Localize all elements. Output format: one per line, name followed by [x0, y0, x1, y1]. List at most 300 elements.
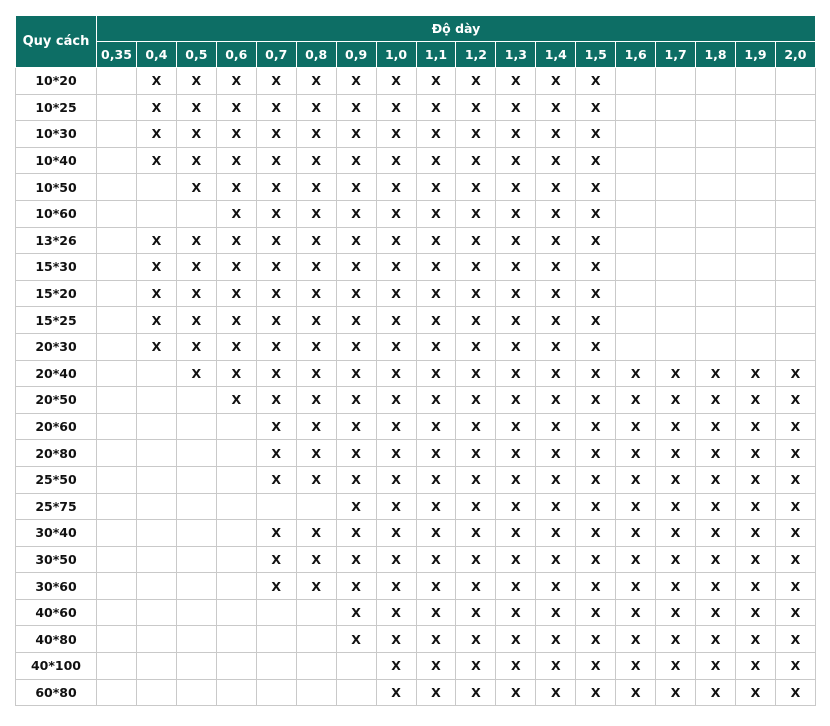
- table-row: [16, 440, 816, 467]
- empty-cell: [775, 254, 815, 281]
- availability-mark-cell: X: [496, 333, 536, 360]
- availability-mark-cell: X: [136, 280, 176, 307]
- availability-mark-cell: X: [496, 147, 536, 174]
- spec-label-cell: 40*80: [16, 626, 97, 653]
- availability-mark-cell: X: [456, 94, 496, 121]
- empty-cell: [97, 493, 137, 520]
- availability-mark-cell: X: [416, 520, 456, 547]
- empty-cell: [176, 573, 216, 600]
- availability-mark-cell: X: [656, 573, 696, 600]
- empty-cell: [616, 280, 656, 307]
- header-row-group: [16, 16, 816, 42]
- availability-mark-cell: X: [256, 174, 296, 201]
- availability-mark-cell: X: [456, 280, 496, 307]
- availability-mark-cell: X: [576, 147, 616, 174]
- availability-mark-cell: X: [336, 440, 376, 467]
- spec-label-cell: 10*40: [16, 147, 97, 174]
- empty-cell: [256, 493, 296, 520]
- thickness-header-cell: 0,6: [216, 42, 256, 68]
- availability-mark-cell: X: [416, 493, 456, 520]
- availability-mark-cell: X: [775, 573, 815, 600]
- availability-mark-cell: X: [176, 227, 216, 254]
- availability-mark-cell: X: [176, 280, 216, 307]
- availability-mark-cell: X: [416, 254, 456, 281]
- availability-mark-cell: X: [616, 466, 656, 493]
- empty-cell: [775, 333, 815, 360]
- availability-mark-cell: X: [376, 679, 416, 706]
- empty-cell: [136, 626, 176, 653]
- empty-cell: [216, 546, 256, 573]
- availability-mark-cell: X: [496, 280, 536, 307]
- spec-label-cell: 25*75: [16, 493, 97, 520]
- table-row: [16, 599, 816, 626]
- availability-mark-cell: X: [256, 333, 296, 360]
- table-row: [16, 307, 816, 334]
- availability-mark-cell: X: [376, 546, 416, 573]
- empty-cell: [736, 94, 776, 121]
- spec-column-header: Quy cách: [16, 16, 97, 68]
- table-row: [16, 493, 816, 520]
- empty-cell: [97, 280, 137, 307]
- availability-mark-cell: X: [496, 599, 536, 626]
- availability-mark-cell: X: [416, 387, 456, 414]
- availability-mark-cell: X: [656, 466, 696, 493]
- availability-mark-cell: X: [456, 121, 496, 148]
- availability-mark-cell: X: [376, 573, 416, 600]
- availability-mark-cell: X: [536, 333, 576, 360]
- availability-mark-cell: X: [336, 626, 376, 653]
- table-row: [16, 466, 816, 493]
- availability-mark-cell: X: [456, 573, 496, 600]
- availability-mark-cell: X: [456, 68, 496, 95]
- thickness-header-cell: 1,6: [616, 42, 656, 68]
- spec-label-cell: 20*80: [16, 440, 97, 467]
- availability-mark-cell: X: [616, 493, 656, 520]
- empty-cell: [616, 333, 656, 360]
- availability-mark-cell: X: [456, 307, 496, 334]
- table-row: [16, 573, 816, 600]
- availability-mark-cell: X: [656, 440, 696, 467]
- availability-mark-cell: X: [336, 546, 376, 573]
- availability-mark-cell: X: [336, 68, 376, 95]
- availability-mark-cell: X: [416, 121, 456, 148]
- empty-cell: [616, 254, 656, 281]
- availability-mark-cell: X: [736, 493, 776, 520]
- empty-cell: [696, 174, 736, 201]
- availability-mark-cell: X: [216, 387, 256, 414]
- empty-cell: [97, 573, 137, 600]
- availability-mark-cell: X: [496, 653, 536, 680]
- availability-mark-cell: X: [456, 653, 496, 680]
- availability-mark-cell: X: [336, 493, 376, 520]
- availability-mark-cell: X: [656, 493, 696, 520]
- empty-cell: [136, 440, 176, 467]
- empty-cell: [216, 466, 256, 493]
- availability-mark-cell: X: [576, 174, 616, 201]
- availability-mark-cell: X: [576, 121, 616, 148]
- availability-mark-cell: X: [775, 626, 815, 653]
- availability-mark-cell: X: [136, 227, 176, 254]
- availability-mark-cell: X: [576, 307, 616, 334]
- availability-mark-cell: X: [616, 520, 656, 547]
- availability-mark-cell: X: [456, 520, 496, 547]
- availability-mark-cell: X: [296, 227, 336, 254]
- empty-cell: [775, 174, 815, 201]
- thickness-header-cell: 1,5: [576, 42, 616, 68]
- availability-mark-cell: X: [456, 360, 496, 387]
- availability-mark-cell: X: [416, 307, 456, 334]
- table-header: [16, 16, 816, 68]
- availability-mark-cell: X: [256, 200, 296, 227]
- availability-mark-cell: X: [775, 493, 815, 520]
- empty-cell: [696, 94, 736, 121]
- availability-mark-cell: X: [376, 440, 416, 467]
- empty-cell: [256, 653, 296, 680]
- availability-mark-cell: X: [296, 520, 336, 547]
- table-row: [16, 333, 816, 360]
- availability-mark-cell: X: [496, 679, 536, 706]
- thickness-header-cell: 1,4: [536, 42, 576, 68]
- availability-mark-cell: X: [136, 254, 176, 281]
- empty-cell: [97, 626, 137, 653]
- empty-cell: [176, 466, 216, 493]
- empty-cell: [336, 679, 376, 706]
- empty-cell: [176, 520, 216, 547]
- availability-mark-cell: X: [696, 679, 736, 706]
- empty-cell: [616, 147, 656, 174]
- empty-cell: [696, 68, 736, 95]
- availability-mark-cell: X: [336, 307, 376, 334]
- availability-mark-cell: X: [376, 174, 416, 201]
- availability-mark-cell: X: [336, 174, 376, 201]
- availability-mark-cell: X: [775, 440, 815, 467]
- empty-cell: [656, 68, 696, 95]
- empty-cell: [176, 679, 216, 706]
- availability-mark-cell: X: [536, 387, 576, 414]
- empty-cell: [256, 679, 296, 706]
- availability-mark-cell: X: [616, 626, 656, 653]
- empty-cell: [136, 466, 176, 493]
- availability-mark-cell: X: [576, 466, 616, 493]
- availability-mark-cell: X: [376, 121, 416, 148]
- availability-mark-cell: X: [296, 360, 336, 387]
- availability-mark-cell: X: [216, 227, 256, 254]
- availability-mark-cell: X: [456, 546, 496, 573]
- availability-mark-cell: X: [576, 227, 616, 254]
- empty-cell: [775, 200, 815, 227]
- availability-mark-cell: X: [576, 94, 616, 121]
- empty-cell: [696, 254, 736, 281]
- availability-mark-cell: X: [416, 68, 456, 95]
- availability-mark-cell: X: [176, 254, 216, 281]
- availability-mark-cell: X: [256, 94, 296, 121]
- availability-mark-cell: X: [576, 440, 616, 467]
- empty-cell: [696, 121, 736, 148]
- availability-mark-cell: X: [576, 68, 616, 95]
- availability-mark-cell: X: [296, 68, 336, 95]
- availability-mark-cell: X: [696, 413, 736, 440]
- availability-mark-cell: X: [376, 653, 416, 680]
- availability-mark-cell: X: [536, 679, 576, 706]
- empty-cell: [696, 227, 736, 254]
- spec-label-cell: 15*25: [16, 307, 97, 334]
- empty-cell: [176, 413, 216, 440]
- empty-cell: [256, 626, 296, 653]
- availability-mark-cell: X: [536, 174, 576, 201]
- availability-mark-cell: X: [736, 413, 776, 440]
- empty-cell: [136, 679, 176, 706]
- table-body: [16, 68, 816, 706]
- empty-cell: [176, 653, 216, 680]
- availability-mark-cell: X: [456, 679, 496, 706]
- empty-cell: [736, 200, 776, 227]
- availability-mark-cell: X: [376, 387, 416, 414]
- availability-mark-cell: X: [456, 174, 496, 201]
- availability-mark-cell: X: [536, 573, 576, 600]
- availability-mark-cell: X: [616, 679, 656, 706]
- availability-mark-cell: X: [736, 573, 776, 600]
- availability-mark-cell: X: [216, 333, 256, 360]
- availability-mark-cell: X: [616, 546, 656, 573]
- availability-mark-cell: X: [456, 254, 496, 281]
- availability-mark-cell: X: [136, 121, 176, 148]
- empty-cell: [696, 200, 736, 227]
- availability-mark-cell: X: [216, 360, 256, 387]
- empty-cell: [216, 440, 256, 467]
- empty-cell: [336, 653, 376, 680]
- availability-mark-cell: X: [296, 174, 336, 201]
- availability-mark-cell: X: [376, 333, 416, 360]
- empty-cell: [136, 413, 176, 440]
- empty-cell: [296, 626, 336, 653]
- availability-mark-cell: X: [216, 174, 256, 201]
- availability-mark-cell: X: [256, 280, 296, 307]
- availability-mark-cell: X: [416, 546, 456, 573]
- availability-mark-cell: X: [376, 413, 416, 440]
- availability-mark-cell: X: [696, 626, 736, 653]
- empty-cell: [176, 599, 216, 626]
- empty-cell: [656, 94, 696, 121]
- table-row: [16, 68, 816, 95]
- availability-mark-cell: X: [536, 307, 576, 334]
- thickness-header-cell: 1,8: [696, 42, 736, 68]
- availability-mark-cell: X: [496, 254, 536, 281]
- availability-mark-cell: X: [456, 599, 496, 626]
- availability-mark-cell: X: [416, 653, 456, 680]
- availability-mark-cell: X: [296, 573, 336, 600]
- availability-mark-cell: X: [576, 573, 616, 600]
- table-row: [16, 387, 816, 414]
- empty-cell: [97, 466, 137, 493]
- availability-mark-cell: X: [376, 200, 416, 227]
- empty-cell: [176, 440, 216, 467]
- empty-cell: [97, 599, 137, 626]
- spec-label-cell: 30*40: [16, 520, 97, 547]
- spec-table-container: [15, 15, 815, 706]
- empty-cell: [97, 94, 137, 121]
- availability-mark-cell: X: [616, 440, 656, 467]
- availability-mark-cell: X: [256, 546, 296, 573]
- availability-mark-cell: X: [256, 68, 296, 95]
- empty-cell: [736, 254, 776, 281]
- availability-mark-cell: X: [656, 387, 696, 414]
- availability-mark-cell: X: [416, 440, 456, 467]
- empty-cell: [296, 493, 336, 520]
- empty-cell: [736, 147, 776, 174]
- spec-label-cell: 60*80: [16, 679, 97, 706]
- availability-mark-cell: X: [176, 121, 216, 148]
- availability-mark-cell: X: [336, 333, 376, 360]
- availability-mark-cell: X: [496, 200, 536, 227]
- availability-mark-cell: X: [456, 440, 496, 467]
- availability-mark-cell: X: [656, 546, 696, 573]
- availability-mark-cell: X: [416, 466, 456, 493]
- availability-mark-cell: X: [656, 653, 696, 680]
- availability-mark-cell: X: [696, 493, 736, 520]
- availability-mark-cell: X: [576, 280, 616, 307]
- availability-mark-cell: X: [616, 653, 656, 680]
- availability-mark-cell: X: [536, 493, 576, 520]
- availability-mark-cell: X: [336, 360, 376, 387]
- availability-mark-cell: X: [256, 227, 296, 254]
- availability-mark-cell: X: [216, 94, 256, 121]
- availability-mark-cell: X: [216, 68, 256, 95]
- empty-cell: [216, 599, 256, 626]
- availability-mark-cell: X: [496, 466, 536, 493]
- availability-mark-cell: X: [736, 626, 776, 653]
- availability-mark-cell: X: [416, 333, 456, 360]
- availability-mark-cell: X: [416, 174, 456, 201]
- empty-cell: [696, 307, 736, 334]
- availability-mark-cell: X: [696, 360, 736, 387]
- empty-cell: [656, 227, 696, 254]
- availability-mark-cell: X: [536, 626, 576, 653]
- empty-cell: [656, 254, 696, 281]
- availability-mark-cell: X: [496, 387, 536, 414]
- empty-cell: [256, 599, 296, 626]
- availability-mark-cell: X: [656, 360, 696, 387]
- availability-mark-cell: X: [176, 147, 216, 174]
- empty-cell: [136, 599, 176, 626]
- availability-mark-cell: X: [576, 493, 616, 520]
- availability-mark-cell: X: [536, 147, 576, 174]
- empty-cell: [97, 174, 137, 201]
- availability-mark-cell: X: [496, 626, 536, 653]
- empty-cell: [616, 94, 656, 121]
- availability-mark-cell: X: [576, 546, 616, 573]
- table-row: [16, 626, 816, 653]
- thickness-header-row: [16, 42, 816, 68]
- availability-mark-cell: X: [496, 573, 536, 600]
- thickness-group-header: Độ dày: [97, 16, 816, 42]
- empty-cell: [216, 520, 256, 547]
- availability-mark-cell: X: [336, 520, 376, 547]
- empty-cell: [736, 227, 776, 254]
- availability-mark-cell: X: [536, 121, 576, 148]
- availability-mark-cell: X: [696, 546, 736, 573]
- empty-cell: [296, 653, 336, 680]
- availability-mark-cell: X: [296, 413, 336, 440]
- availability-mark-cell: X: [216, 307, 256, 334]
- availability-mark-cell: X: [416, 227, 456, 254]
- availability-mark-cell: X: [256, 520, 296, 547]
- table-row: [16, 121, 816, 148]
- availability-mark-cell: X: [736, 440, 776, 467]
- availability-mark-cell: X: [296, 121, 336, 148]
- availability-mark-cell: X: [775, 546, 815, 573]
- availability-mark-cell: X: [256, 387, 296, 414]
- availability-mark-cell: X: [296, 147, 336, 174]
- availability-mark-cell: X: [336, 147, 376, 174]
- availability-mark-cell: X: [296, 440, 336, 467]
- availability-mark-cell: X: [536, 360, 576, 387]
- availability-mark-cell: X: [376, 94, 416, 121]
- availability-mark-cell: X: [576, 200, 616, 227]
- empty-cell: [136, 387, 176, 414]
- availability-mark-cell: X: [736, 360, 776, 387]
- empty-cell: [136, 573, 176, 600]
- availability-mark-cell: X: [496, 360, 536, 387]
- empty-cell: [656, 121, 696, 148]
- availability-mark-cell: X: [176, 307, 216, 334]
- availability-mark-cell: X: [416, 280, 456, 307]
- empty-cell: [176, 387, 216, 414]
- availability-mark-cell: X: [296, 200, 336, 227]
- empty-cell: [136, 653, 176, 680]
- empty-cell: [176, 546, 216, 573]
- availability-mark-cell: X: [736, 599, 776, 626]
- availability-mark-cell: X: [376, 254, 416, 281]
- availability-mark-cell: X: [136, 307, 176, 334]
- empty-cell: [97, 121, 137, 148]
- table-row: [16, 200, 816, 227]
- availability-mark-cell: X: [136, 68, 176, 95]
- availability-mark-cell: X: [736, 387, 776, 414]
- availability-mark-cell: X: [216, 200, 256, 227]
- availability-mark-cell: X: [576, 599, 616, 626]
- empty-cell: [775, 68, 815, 95]
- availability-mark-cell: X: [256, 413, 296, 440]
- empty-cell: [176, 626, 216, 653]
- availability-mark-cell: X: [496, 413, 536, 440]
- empty-cell: [736, 307, 776, 334]
- availability-mark-cell: X: [496, 307, 536, 334]
- empty-cell: [736, 121, 776, 148]
- thickness-header-cell: 1,3: [496, 42, 536, 68]
- empty-cell: [136, 546, 176, 573]
- spec-label-cell: 25*50: [16, 466, 97, 493]
- availability-mark-cell: X: [536, 254, 576, 281]
- availability-mark-cell: X: [496, 440, 536, 467]
- availability-mark-cell: X: [656, 679, 696, 706]
- empty-cell: [736, 280, 776, 307]
- availability-mark-cell: X: [576, 360, 616, 387]
- empty-cell: [736, 174, 776, 201]
- spec-thickness-table: [15, 15, 816, 706]
- availability-mark-cell: X: [775, 653, 815, 680]
- spec-label-cell: 40*60: [16, 599, 97, 626]
- availability-mark-cell: X: [496, 94, 536, 121]
- availability-mark-cell: X: [376, 520, 416, 547]
- empty-cell: [136, 174, 176, 201]
- spec-label-cell: 10*50: [16, 174, 97, 201]
- availability-mark-cell: X: [336, 599, 376, 626]
- table-row: [16, 147, 816, 174]
- table-row: [16, 174, 816, 201]
- availability-mark-cell: X: [296, 466, 336, 493]
- availability-mark-cell: X: [336, 121, 376, 148]
- empty-cell: [775, 280, 815, 307]
